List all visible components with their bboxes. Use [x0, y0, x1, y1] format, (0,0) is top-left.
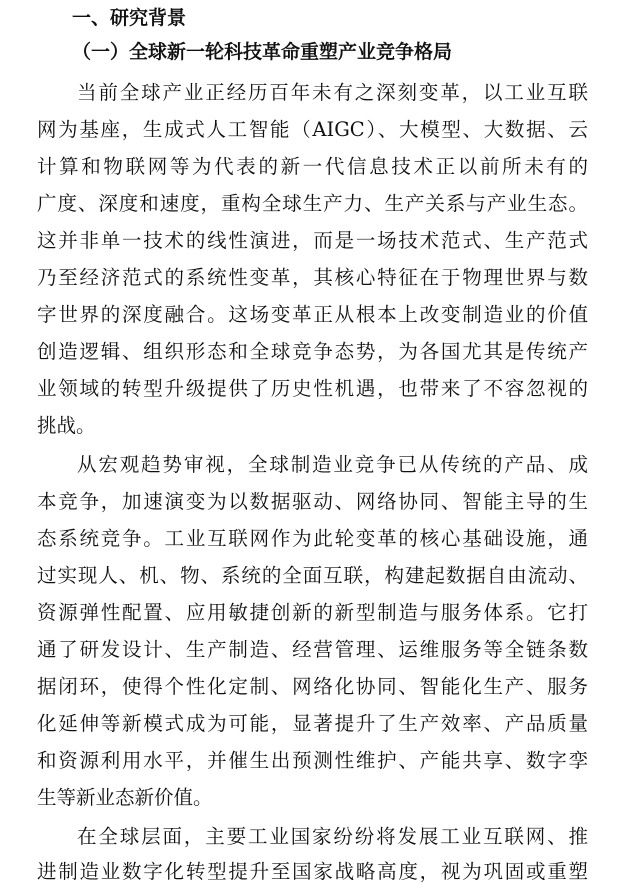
paragraph-1-line-6: 乃至经济范式的系统性变革，其核心特征在于物理世界与数: [37, 266, 588, 289]
paragraph-1-line-5: 这并非单一技术的线性演进，而是一场技术范式、生产范式: [37, 229, 588, 252]
paragraph-2-line-7: 据闭环，使得个性化定制、网络化协同、智能化生产、服务: [37, 675, 588, 698]
section-heading: 一、研究背景: [72, 7, 187, 29]
paragraph-2-line-5: 资源弹性配置、应用敏捷创新的新型制造与服务体系。它打: [37, 601, 588, 624]
paragraph-2-line-2: 本竞争，加速演变为以数据驱动、网络协同、智能主导的生: [37, 490, 588, 513]
paragraph-2-line-1: 从宏观趋势审视，全球制造业竞争已从传统的产品、成: [77, 453, 588, 476]
paragraph-2-line-6: 通了研发设计、生产制造、经营管理、运维服务等全链条数: [37, 638, 588, 661]
paragraph-2-line-9: 和资源利用水平，并催生出预测性维护、产能共享、数字孪: [37, 749, 588, 772]
paragraph-2-line-10: 生等新业态新价值。: [37, 786, 213, 809]
paragraph-1-line-3: 计算和物联网等为代表的新一代信息技术正以前所未有的: [37, 155, 588, 178]
paragraph-3-line-2: 进制造业数字化转型提升至国家战略高度，视为巩固或重塑: [37, 860, 588, 883]
paragraph-3-line-1: 在全球层面，主要工业国家纷纷将发展工业互联网、推: [77, 825, 588, 848]
paragraph-1-line-10: 挑战。: [37, 414, 96, 437]
paragraph-2-line-3: 态系统竞争。工业互联网作为此轮变革的核心基础设施，通: [37, 527, 588, 550]
paragraph-1-line-9: 业领域的转型升级提供了历史性机遇，也带来了不容忽视的: [37, 377, 588, 400]
paragraph-1-line-8: 创造逻辑、组织形态和全球竞争态势，为各国尤其是传统产: [37, 340, 588, 363]
paragraph-1-line-4: 广度、深度和速度，重构全球生产力、生产关系与产业生态。: [37, 192, 588, 215]
paragraph-1-line-7: 字世界的深度融合。这场变革正从根本上改变制造业的价值: [37, 303, 588, 326]
paragraph-2-line-8: 化延伸等新模式成为可能，显著提升了生产效率、产品质量: [37, 712, 588, 735]
paragraph-1-line-1: 当前全球产业正经历百年未有之深刻变革，以工业互联: [77, 81, 588, 104]
subsection-heading: （一）全球新一轮科技革命重塑产业竞争格局: [72, 41, 453, 63]
paragraph-2-line-4: 过实现人、机、物、系统的全面互联，构建起数据自由流动、: [37, 564, 588, 587]
paragraph-1-line-2: 网为基座，生成式人工智能（AIGC）、大模型、大数据、云: [37, 118, 588, 141]
